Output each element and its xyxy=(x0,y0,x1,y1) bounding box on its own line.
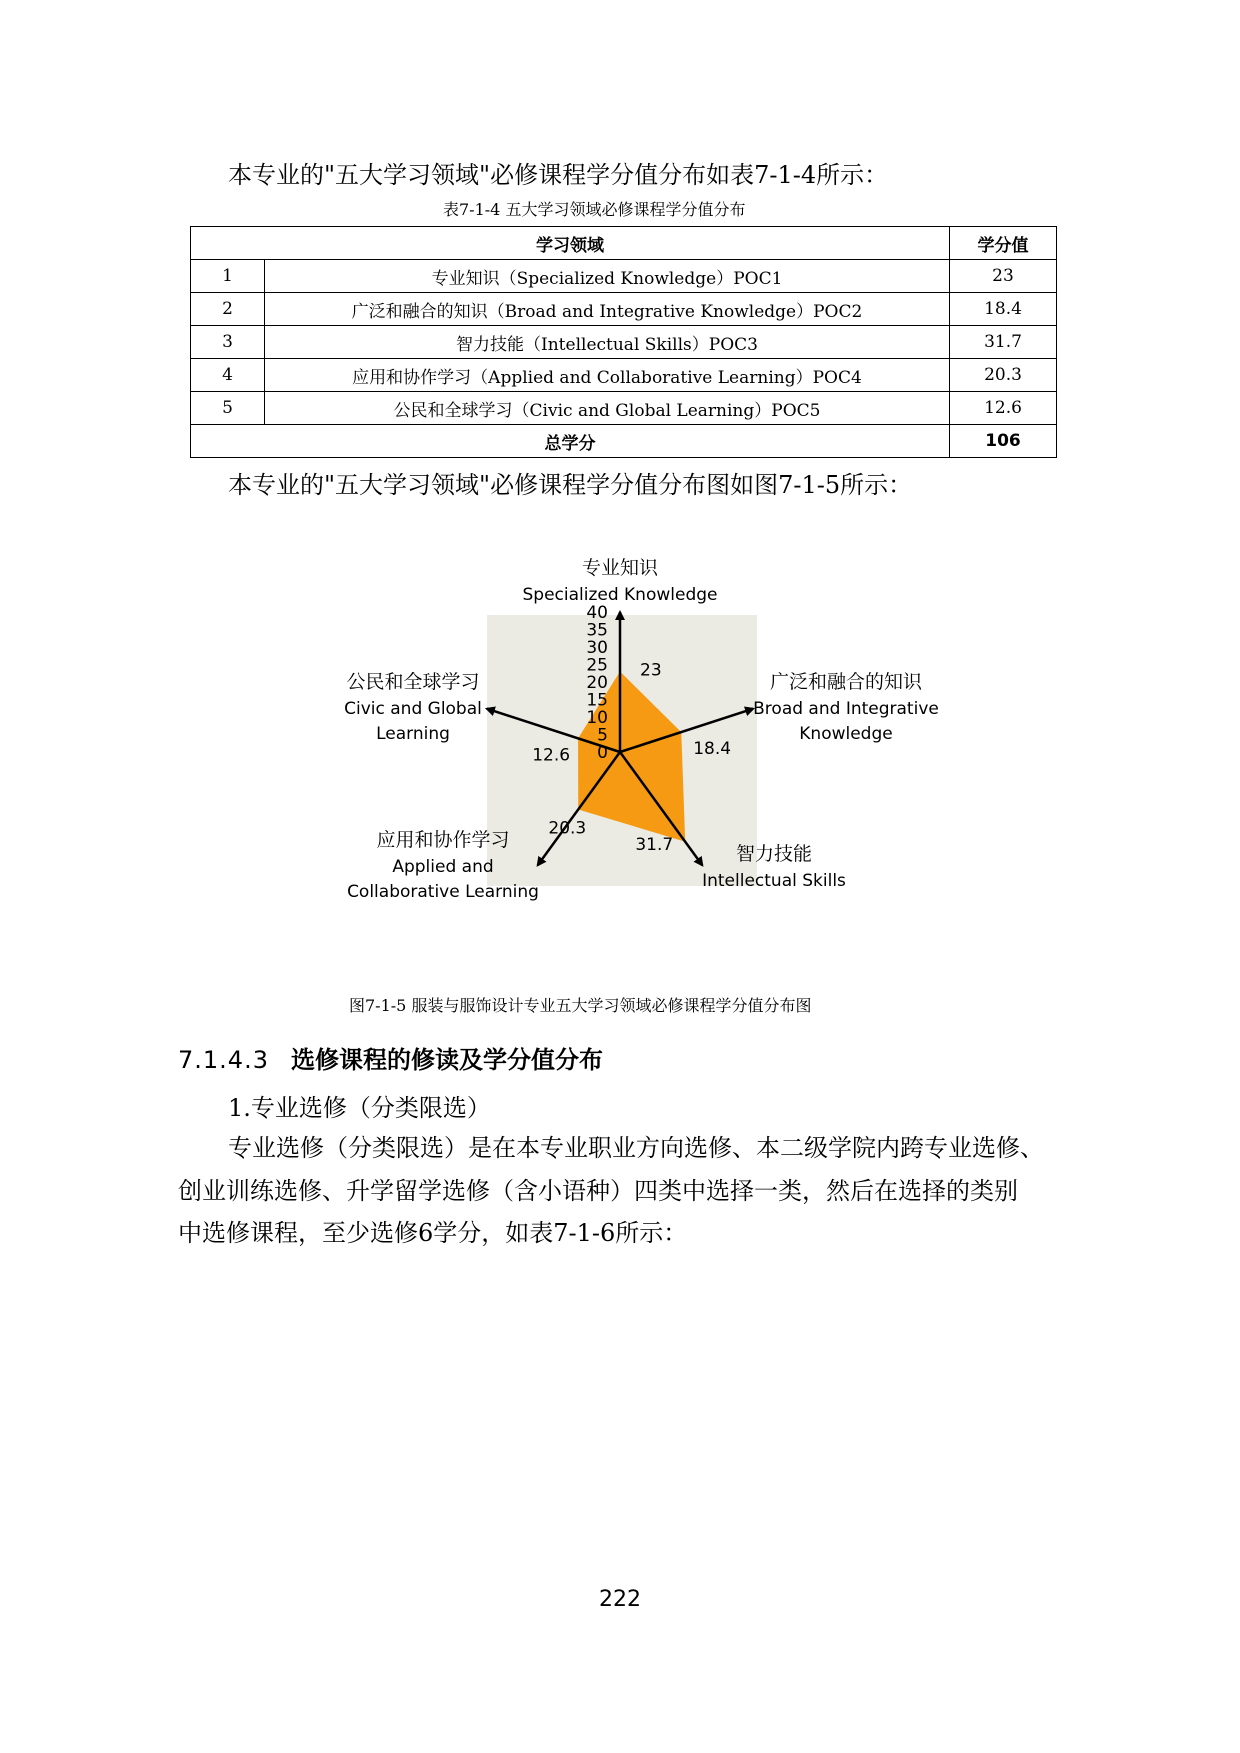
scale-tick: 25 xyxy=(586,655,608,676)
total-label: 总学分 xyxy=(191,425,950,458)
data-label: 23 xyxy=(640,660,662,681)
row-number: 4 xyxy=(191,359,265,392)
body-line: 中选修课程，至少选修6学分，如表7-1-6所示： xyxy=(178,1219,688,1247)
axis-label-en: Intellectual Skills xyxy=(702,871,846,891)
scale-tick: 0 xyxy=(597,743,608,763)
row-domain: 公民和全球学习（Civic and Global Learning）POC5 xyxy=(265,392,950,425)
scale-tick: 35 xyxy=(586,620,608,641)
row-domain: 智力技能（Intellectual Skills）POC3 xyxy=(265,326,950,359)
row-number: 5 xyxy=(191,392,265,425)
row-number: 1 xyxy=(191,260,265,293)
data-label: 12.6 xyxy=(532,745,571,766)
scale-tick: 10 xyxy=(586,708,608,728)
row-number: 3 xyxy=(191,326,265,359)
row-credit: 23 xyxy=(950,260,1057,293)
header-domain: 学习领域 xyxy=(191,227,950,260)
row-credit: 12.6 xyxy=(950,392,1057,425)
axis-label-cn: 专业知识 xyxy=(581,557,659,579)
axis-label xyxy=(753,671,939,744)
body-line: 专业选修（分类限选）是在本专业职业方向选修、本二级学院内跨专业选修、 xyxy=(228,1134,1044,1162)
axis-label xyxy=(344,671,482,744)
header-credit: 学分值 xyxy=(950,227,1057,260)
axis-label-en: Collaborative Learning xyxy=(347,882,539,902)
data-label: 18.4 xyxy=(693,739,732,760)
total-value: 106 xyxy=(950,425,1057,458)
data-label: 31.7 xyxy=(635,834,674,855)
row-domain: 专业知识（Specialized Knowledge）POC1 xyxy=(265,260,950,293)
scale-tick: 15 xyxy=(586,690,608,711)
axis-label-cn: 公民和全球学习 xyxy=(346,671,480,693)
row-credit: 31.7 xyxy=(950,326,1057,359)
axis-label-en: Knowledge xyxy=(799,724,893,744)
row-credit: 18.4 xyxy=(950,293,1057,326)
row-domain: 应用和协作学习（Applied and Collaborative Learning）POC4 xyxy=(265,359,950,392)
section-title: 选修课程的修读及学分值分布 xyxy=(290,1046,603,1074)
section-heading xyxy=(178,1040,603,1075)
row-number: 2 xyxy=(191,293,265,326)
row-credit: 20.3 xyxy=(950,359,1057,392)
row-domain: 广泛和融合的知识（Broad and Integrative Knowledge）POC2 xyxy=(265,293,950,326)
axis-label-en: Broad and Integrative xyxy=(753,699,939,719)
axis-label xyxy=(522,557,717,605)
axis-label-cn: 应用和协作学习 xyxy=(376,829,510,851)
axis-label-cn: 智力技能 xyxy=(735,843,813,865)
subheading: 1.专业选修（分类限选） xyxy=(228,1094,491,1122)
axis-label-en: Applied and xyxy=(392,857,494,877)
axis-label-en: Civic and Global xyxy=(344,699,482,719)
body-line: 创业训练选修、升学留学选修（含小语种）四类中选择一类，然后在选择的类别 xyxy=(178,1177,1018,1205)
figure-intro-text: 本专业的"五大学习领域"必修课程学分值分布图如图7-1-5所示： xyxy=(228,471,913,499)
page-number: 222 xyxy=(599,1587,641,1612)
scale-tick: 30 xyxy=(586,638,608,658)
axis-label-en: Specialized Knowledge xyxy=(522,585,718,605)
figure-caption: 图7-1-5 服装与服饰设计专业五大学习领域必修课程学分值分布图 xyxy=(349,996,812,1015)
axis-label-cn: 广泛和融合的知识 xyxy=(769,671,923,693)
scale-tick: 20 xyxy=(586,673,608,693)
scale-tick: 40 xyxy=(586,603,608,623)
section-number: 7.1.4.3 xyxy=(178,1046,269,1074)
table-intro-text: 本专业的"五大学习领域"必修课程学分值分布如表7-1-4所示： xyxy=(228,161,889,189)
table-caption: 表7-1-4 五大学习领域必修课程学分值分布 xyxy=(443,200,746,219)
axis-label-en: Learning xyxy=(376,724,450,744)
scale-tick: 5 xyxy=(597,725,608,746)
data-label: 20.3 xyxy=(548,818,587,839)
